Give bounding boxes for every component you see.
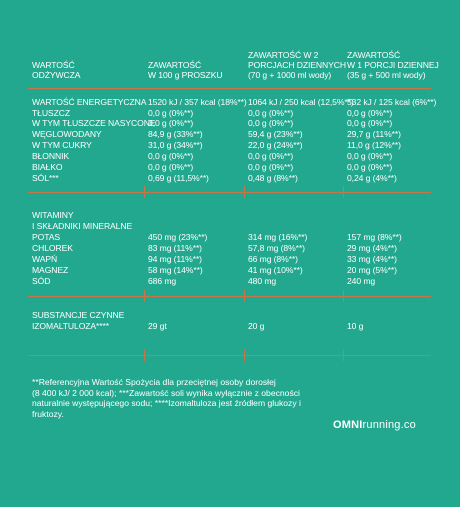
row-two-portions: 0,0 g (0%**) [248, 151, 294, 161]
column-divider-tick [144, 349, 145, 361]
minerals-title-line2: I SKŁADNIKI MINERALNE [32, 221, 133, 231]
header-two-portions-line1: ZAWARTOŚĆ W 2 [248, 50, 319, 60]
row-per100: 686 mg [148, 276, 177, 286]
row-name: CHLOREK [32, 243, 73, 253]
row-name: SÓD [32, 276, 51, 286]
row-name: BŁONNIK [32, 151, 70, 161]
row-per100: 0,0 g (0%**) [148, 118, 194, 128]
row-name: MAGNEZ [32, 265, 69, 275]
row-two-portions: 1064 kJ / 250 kcal (12,5%**) [248, 97, 354, 107]
column-divider-tick [343, 186, 344, 198]
row-name: TŁUSZCZ [32, 108, 70, 118]
row-per100: 450 mg (23%**) [148, 232, 208, 242]
row-two-portions: 20 g [248, 321, 265, 331]
row-one-portion: 29 mg (4%**) [347, 243, 397, 253]
row-one-portion: 29,7 g (11%**) [347, 129, 401, 139]
row-one-portion: 157 mg (8%**) [347, 232, 402, 242]
row-two-portions: 0,0 g (0%**) [248, 162, 294, 172]
brand-bold: OMNI [333, 419, 363, 431]
row-one-portion: 0,0 g (0%**) [347, 151, 393, 161]
row-two-portions: 314 mg (16%**) [248, 232, 308, 242]
row-name: W TYM TŁUSZCZE NASYCONE [32, 118, 156, 128]
column-divider-tick [244, 290, 245, 302]
row-per100: 0,0 g (0%**) [148, 151, 194, 161]
row-per100: 1520 kJ / 357 kcal (18%**) [148, 97, 247, 107]
header-one-portion-line2: W 1 PORCJI DZIENNEJ [347, 60, 439, 70]
row-one-portion: 240 mg [347, 276, 376, 286]
column-divider-tick [343, 349, 344, 361]
row-per100: 31,0 g (34%**) [148, 140, 203, 150]
row-one-portion: 33 mg (4%**) [347, 254, 397, 264]
row-name: WAPŃ [32, 254, 58, 264]
footnote-line: (8 400 kJ/ 2 000 kcal); ***Zawartość soli wynika wyłącznie z obecności [32, 387, 300, 398]
minerals-section-rule [28, 296, 431, 297]
minerals-title-line1: WITAMINY [32, 210, 74, 220]
row-per100: 83 mg (11%**) [148, 243, 202, 253]
column-divider-tick [144, 186, 145, 198]
row-two-portions: 66 mg (8%**) [248, 254, 298, 264]
row-name: POTAS [32, 232, 60, 242]
footnote-line: naturalnie występującego sodu; ****Izomaltuloza jest źródłem glukozy i fruktozy. [32, 398, 301, 419]
row-two-portions: 59,4 g (23%**) [248, 129, 303, 139]
header-two-portions-line2: PORCJACH DZIENNYCH [248, 60, 346, 70]
row-one-portion: 532 kJ / 125 kcal (6%**) [347, 97, 437, 107]
row-per100: 58 mg (14%**) [148, 265, 203, 275]
row-per100: 0,0 g (0%**) [148, 162, 194, 172]
row-name: SÓL*** [32, 173, 59, 183]
header-per100-line2: W 100 g PROSZKU [148, 70, 223, 80]
row-one-portion: 0,0 g (0%**) [347, 162, 393, 172]
column-divider-tick [244, 186, 245, 198]
header-one-portion-line1: ZAWARTOŚĆ [347, 50, 401, 60]
row-per100: 84,9 g (33%**) [148, 129, 203, 139]
row-name: BIAŁKO [32, 162, 63, 172]
column-divider-tick [244, 349, 245, 361]
header-two-portions-line3: (70 g + 1000 ml wody) [248, 70, 332, 80]
row-per100: 29 gt [148, 321, 167, 331]
row-per100: 0,0 g (0%**) [148, 108, 194, 118]
row-one-portion: 0,0 g (0%**) [347, 118, 393, 128]
row-one-portion: 0,24 g (4%**) [347, 173, 397, 183]
brand-rest: running.co [362, 419, 416, 431]
row-two-portions: 41 mg (10%**) [248, 265, 303, 275]
row-two-portions: 0,48 g (8%**) [248, 173, 298, 183]
nutrition-section-rule [28, 192, 431, 193]
row-two-portions: 57,8 mg (8%**) [248, 243, 305, 253]
active-substances-title: SUBSTANCJE CZYNNE [32, 310, 125, 320]
row-one-portion: 11,0 g (12%**) [347, 140, 401, 150]
table-header-rule [28, 88, 431, 89]
row-two-portions: 480 mg [248, 276, 277, 286]
row-two-portions: 22,0 g (24%**) [248, 140, 303, 150]
row-one-portion: 10 g [347, 321, 364, 331]
row-one-portion: 20 mg (5%**) [347, 265, 397, 275]
brand-logo [333, 419, 416, 431]
footnote-line: **Referencyjna Wartość Spożycia dla przeciętnej osoby dorosłej [32, 377, 276, 387]
row-name: WĘGLOWODANY [32, 129, 102, 139]
column-divider-tick [144, 290, 145, 302]
row-one-portion: 0,0 g (0%**) [347, 108, 393, 118]
row-name: IZOMALTULOZA**** [32, 321, 110, 331]
header-nutrient-label-line2: ODŻYWCZA [32, 70, 81, 80]
row-per100: 94 mg (11%**) [148, 254, 202, 264]
row-name: W TYM CUKRY [32, 140, 92, 150]
table-bottom-rule [28, 355, 431, 356]
row-name: WARTOŚĆ ENERGETYCZNA [32, 97, 147, 107]
header-one-portion-line3: (35 g + 500 ml wody) [347, 70, 426, 80]
row-two-portions: 0,0 g (0%**) [248, 108, 294, 118]
row-per100: 0,69 g (11,5%**) [148, 173, 209, 183]
header-per100-line1: ZAWARTOŚĆ [148, 60, 202, 70]
header-nutrient-label-line1: WARTOŚĆ [32, 60, 75, 70]
row-two-portions: 0,0 g (0%**) [248, 118, 294, 128]
column-divider-tick [343, 290, 344, 302]
footnote [32, 377, 332, 419]
